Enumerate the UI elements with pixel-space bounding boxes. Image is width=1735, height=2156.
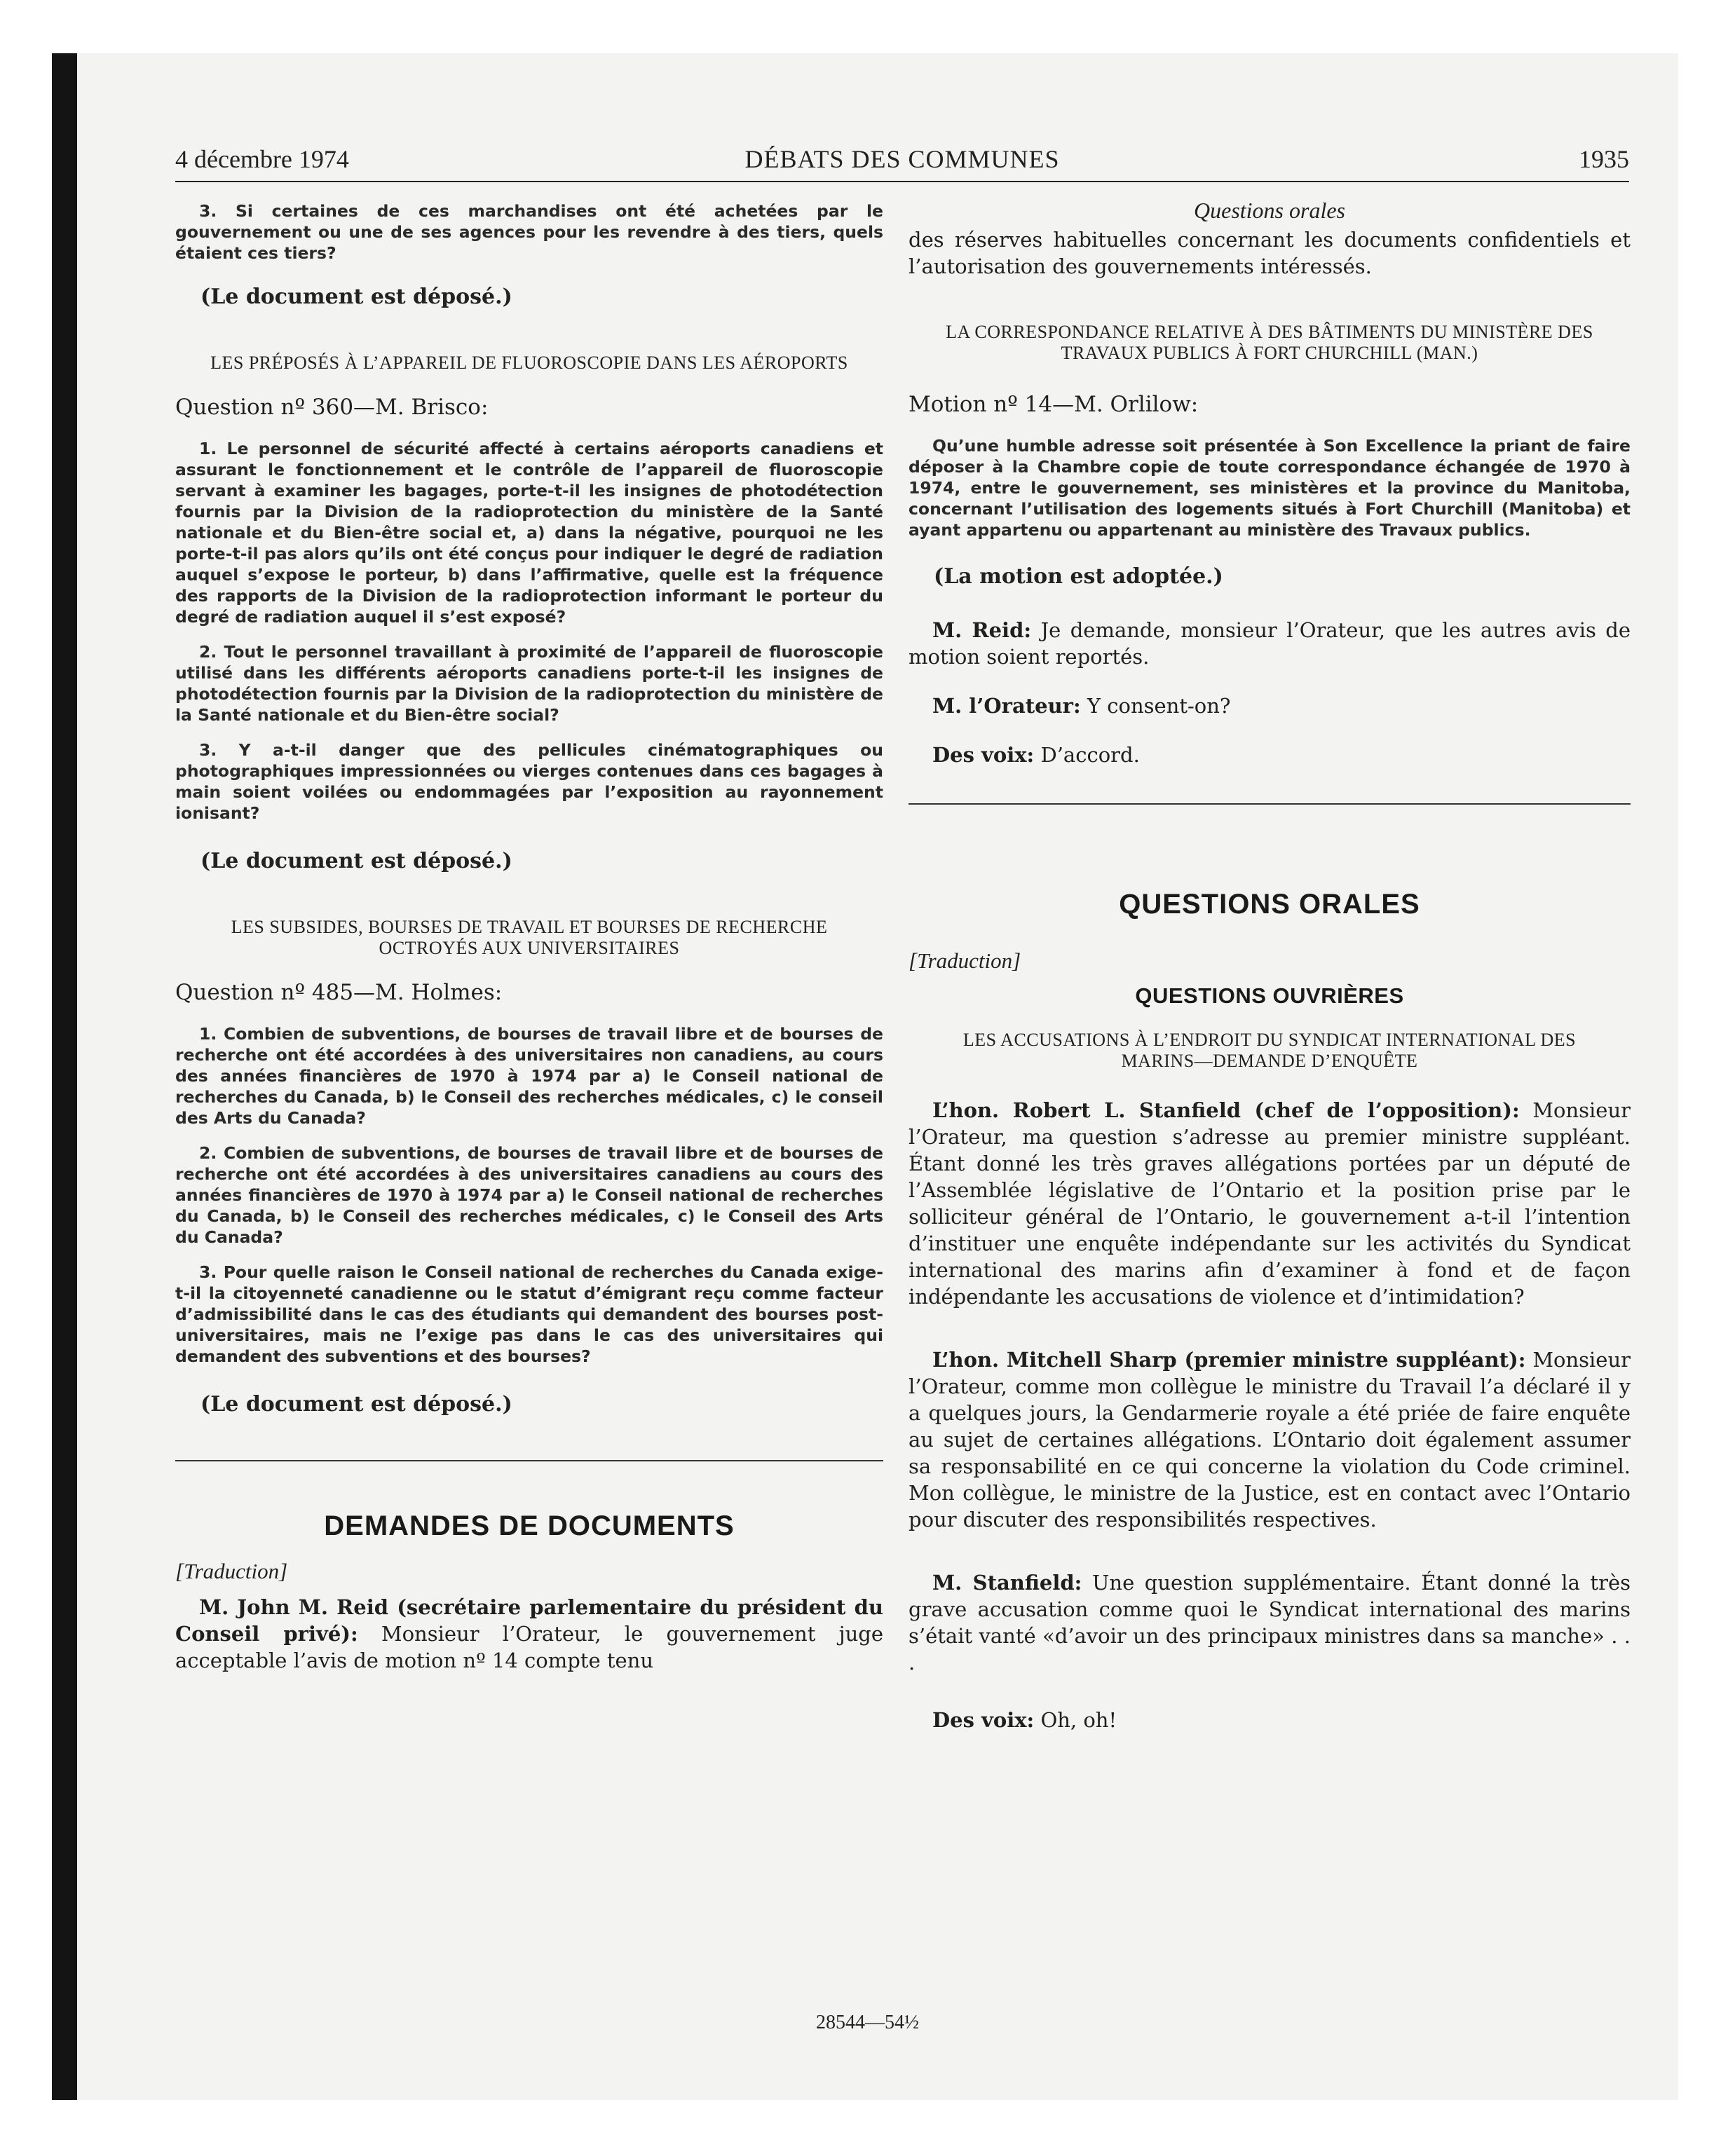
translation-note: [Traduction]	[175, 1559, 288, 1583]
left-column	[175, 200, 883, 1696]
heading-subsides: LES SUBSIDES, BOURSES DE TRAVAIL ET BOURSES DE RECHERCHE OCTROYÉS AUX UNIVERSITAIRES	[231, 917, 828, 958]
motion-adopted: (La motion est adoptée.)	[934, 564, 1223, 589]
heading-fluoroscopie: LES PRÉPOSÉS À L’APPAREIL DE FLUOROSCOPIE DANS LES AÉROPORTS	[210, 353, 848, 373]
stanfield-question	[909, 1097, 1631, 1310]
scan-edge	[52, 53, 77, 2100]
page-footer-code: 28544—54½	[816, 2012, 919, 2033]
list-item: 2. Tout le personnel travaillant à proximité de l’appareil de fluoroscopie utilisé dans les différents aéroports canadiens porte-t-il les insignes de photodétection fournis par la Division de la radioprotection du ministère de la Santé nationale et du Bien-être social?	[175, 642, 883, 725]
page-sheet	[52, 53, 1678, 2100]
question-485-title: Question nº 485—M. Holmes:	[175, 980, 503, 1005]
header-title: DÉBATS DES COMMUNES	[744, 145, 1060, 173]
orateur-reply	[909, 692, 1631, 719]
speech-text: Je demande, monsieur l’Orateur, que les autres avis de motion soient reportés.	[909, 618, 1631, 669]
speech-text: Y consent-on?	[1087, 694, 1231, 718]
speech-text: D’accord.	[1040, 743, 1140, 767]
document-deposited-3: (Le document est déposé.)	[200, 1392, 512, 1417]
speech-text: Monsieur l’Orateur, le gouvernement juge acceptable l’avis de motion nº 14 compte tenu	[175, 1622, 883, 1672]
speaker-name: L’hon. Robert L. Stanfield (chef de l’opposition):	[932, 1098, 1520, 1122]
motion-14-body: Qu’une humble adresse soit présentée à Son Excellence la priant de faire déposer à la Chambre copie de toute correspondance échangée de 1970 à 1974, entre le gouvernement, ses ministères et la province du Manitoba, concernant l’utilisation des logements situés à Fort Churchill (Manitoba) et ayant appartenu ou appartenant au ministère des Travaux publics.	[909, 436, 1631, 540]
heading-syndicat-marins: LES ACCUSATIONS À L’ENDROIT DU SYNDICAT INTERNATIONAL DES MARINS—DEMANDE D’ENQUÊTE	[962, 1030, 1577, 1071]
header-date: 4 décembre 1974	[175, 145, 349, 173]
heading-fort-churchill: LA CORRESPONDANCE RELATIVE À DES BÂTIMENTS DU MINISTÈRE DES TRAVAUX PUBLICS À FORT CHURCHILL (MAN.)	[946, 322, 1593, 363]
list-item: 1. Le personnel de sécurité affecté à certains aéroports canadiens et assurant le fonctionnement et le contrôle de l’appareil de fluoroscopie servant à examiner les bagages, porte-t-il les insignes de photodétection fournis par la Division de la radioprotection du ministère de la Santé nationale et du Bien-être social et, a) dans la négative, pourquoi ne les porte-t-il pas alors qu’ils ont été conçus pour indiquer le degré de radiation auquel s’expose le porteur, b) dans l’affirmative, quelle est la fréquence des rapports de la Division de la radioprotection informant le porteur du degré de radiation auquel il s’est exposé?	[175, 439, 883, 627]
document-deposited-1: (Le document est déposé.)	[200, 285, 512, 309]
section-divider	[909, 803, 1631, 805]
section-divider	[175, 1460, 883, 1461]
right-column	[909, 198, 1631, 1756]
list-item: 3. Y a-t-il danger que des pellicules cinématographiques ou photographiques impressionnées ou vierges contenues dans ces bagages à main soient voilées ou endommagées par l’exposition au rayonnement ionisant?	[175, 740, 883, 823]
speech-text: Monsieur l’Orateur, comme mon collègue le ministre du Travail l’a déclaré il y a quelques jours, la Gendarmerie royale a été priée de faire enquête au sujet de certaines allégations. L’Ontario doit également assumer sa responsabilité en ce qui concerne la violation du Code criminel. Mon collègue, le ministre de la Justice, est en contact avec l’Ontario pour discuter des responsibilités respectives.	[909, 1348, 1631, 1531]
stanfield-supplementary	[909, 1569, 1631, 1676]
list-item: 3. Pour quelle raison le Conseil national de recherches du Canada exige-t-il la citoyenneté canadienne ou le statut d’émigrant reçu comme facteur d’admissibilité dans le cas des étudiants qui demandent des bourses post-universitaires, mais ne l’exige pas dans le cas des universitaires qui demandent des subventions et des bourses?	[175, 1262, 883, 1366]
question-item-tiers: 3. Si certaines de ces marchandises ont été achetées par le gouvernement ou une de ses agences pour les revendre à des tiers, quels étaient ces tiers?	[175, 201, 883, 263]
list-item: 2. Combien de subventions, de bourses de travail libre et de bourses de recherche ont été accordées à des universitaires canadiens au cours des années financières de 1970 à 1974 par a) le Conseil national de recherches du Canada, b) le Conseil des recherches médicales, c) le Conseil des Arts du Canada?	[175, 1143, 883, 1247]
question-360-title: Question nº 360—M. Brisco:	[175, 395, 489, 420]
speaker-name: M. Stanfield:	[932, 1571, 1082, 1595]
list-item: 1. Combien de subventions, de bourses de travail libre et de bourses de recherche ont été accordées à des universitaires non canadiens, au cours des années financières de 1970 à 1974 par a) le Conseil national de recherches du Canada, b) le Conseil des recherches médicales, c) le conseil des Arts du Canada?	[175, 1024, 883, 1128]
speech-text: Oh, oh!	[1040, 1708, 1117, 1732]
section-title-demandes: DEMANDES DE DOCUMENTS	[324, 1510, 735, 1541]
reid-statement	[175, 1594, 883, 1674]
speaker-name: Des voix:	[932, 1708, 1035, 1732]
speaker-name: M. John M. Reid (secrétaire parlementaire du président du Conseil privé):	[175, 1595, 883, 1646]
running-head: Questions orales	[1194, 198, 1345, 223]
speaker-name: L’hon. Mitchell Sharp (premier ministre suppléant):	[932, 1348, 1526, 1372]
subsection-questions-ouvrieres: QUESTIONS OUVRIÈRES	[1135, 983, 1404, 1008]
voix-reply-2	[909, 1707, 1631, 1733]
sharp-answer	[909, 1346, 1631, 1533]
voix-reply-1	[909, 742, 1631, 768]
continuation-text: des réserves habituelles concernant les documents confidentiels et l’autorisation des gouvernements intéressés.	[909, 228, 1631, 278]
speaker-name: M. Reid:	[932, 618, 1032, 642]
speaker-name: Des voix:	[932, 743, 1035, 767]
motion-14-title: Motion nº 14—M. Orlilow:	[909, 392, 1199, 417]
speaker-name: M. l’Orateur:	[932, 694, 1081, 718]
document-deposited-2: (Le document est déposé.)	[200, 849, 512, 873]
section-title-questions-orales: QUESTIONS ORALES	[1119, 889, 1420, 920]
speech-text: Monsieur l’Orateur, ma question s’adresse au premier ministre suppléant. Étant donné les très graves allégations portées par un député de l’Assemblée législative de l’Ontario et la position prise par le solliciteur général de l’Ontario, le gouvernement a-t-il l’intention d’instituer une enquête indépendante sur les activités du Syndicat international des marins afin d’examiner à fond et de façon indépendante les accusations de violence et d’intimidation?	[909, 1098, 1631, 1309]
page-header	[175, 144, 1629, 182]
question-360-body	[175, 438, 883, 824]
reid-request	[909, 617, 1631, 670]
question-485-body	[175, 1023, 883, 1367]
translation-note: [Traduction]	[909, 948, 1021, 973]
header-page-number: 1935	[1579, 145, 1629, 173]
speech-text: Une question supplémentaire. Étant donné la très grave accusation comme quoi le Syndicat international des marins s’était vanté «d’avoir un des principaux ministres dans sa manche» . . .	[909, 1571, 1631, 1674]
